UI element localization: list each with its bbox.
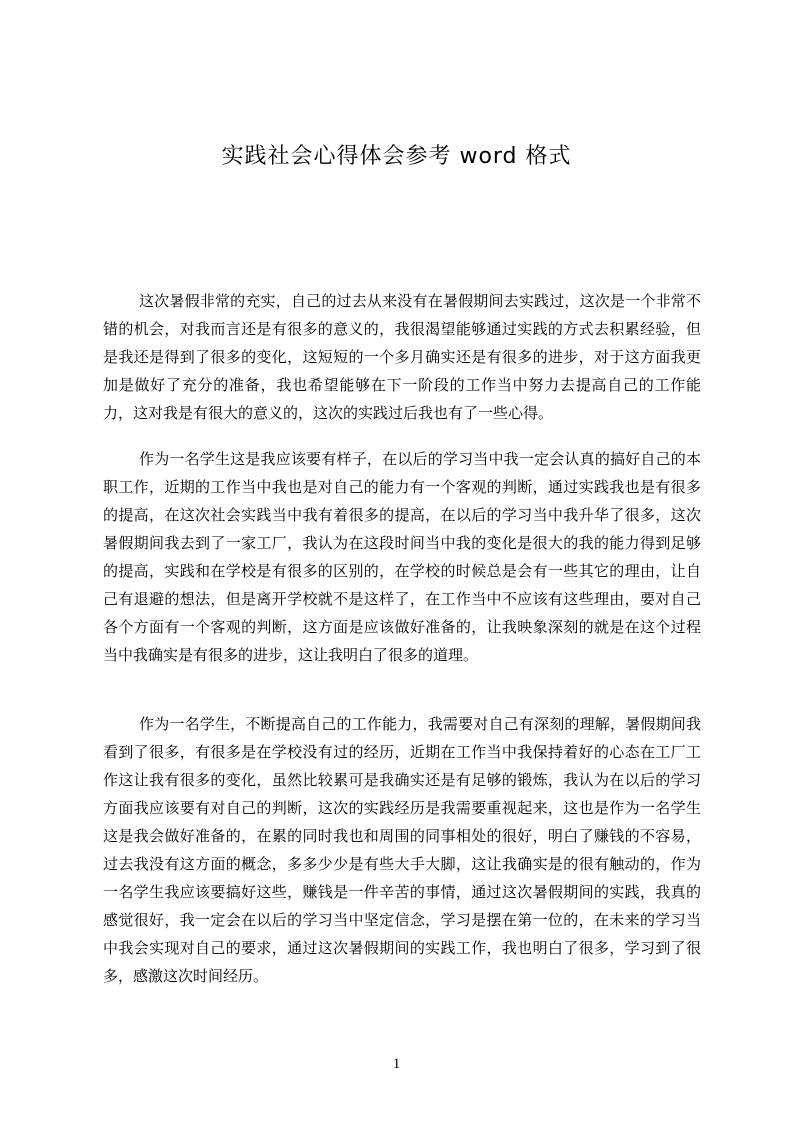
paragraph-3: 作为一名学生，不断提高自己的工作能力，我需要对自己有深刻的理解，暑假期间我看到了很多，有很多是在学校没有过的经历，近期在工作当中我保持着好的心态在工厂工作这让我有很多的变化，虽然比较累可是我确实还是有足够的锻炼，我认为在以后的学习方面我应该要有对自己的判断，这次的实践经历是我需要重视起来，这也是作为一名学生这是我会做好准备的，在累的同时我也和周围的同事相处的很好，明白了赚钱的不容易，过去我没有这方面的概念，多多少少是有些大手大脚，这让我确实是的很有触动的，作为一名学生我应该要搞好这些，赚钱是一件辛苦的事情，通过这次暑假期间的实践，我真的感觉很好，我一定会在以后的学习当中坚定信念，学习是摆在第一位的，在未来的学习当中我会实现对自己的要求，通过这次暑假期间的实践工作，我也明白了很多，学习到了很多，感激这次时间经历。 <box>103 715 701 985</box>
page-number: 1 <box>392 1056 401 1072</box>
document-title: 实践社会心得体会参考 word 格式 <box>221 144 572 169</box>
paragraph-2: 作为一名学生这是我应该要有样子，在以后的学习当中我一定会认真的搞好自己的本职工作，近期的工作当中我也是对自己的能力有一个客观的判断，通过实践我也是有很多的提高，在这次社会实践当中我有着很多的提高，在以后的学习当中我升华了很多，这次暑假期间我去到了一家工厂，我认为在这段时间当中我的变化是很大的我的能力得到足够的提高，实践和在学校是有很多的区别的，在学校的时候总是会有一些其它的理由，让自己有退避的想法，但是离开学校就不是这样了，在工作当中不应该有这些理由，要对自己各个方面有一个客观的判断，这方面是应该做好准备的，让我映象深刻的就是在这个过程当中我确实是有很多的进步，这让我明白了很多的道理。 <box>103 450 701 664</box>
paragraph-1: 这次暑假非常的充实，自己的过去从来没有在暑假期间去实践过，这次是一个非常不错的机会，对我而言还是有很多的意义的，我很渴望能够通过实践的方式去积累经验，但是我还是得到了很多的变化，这短短的一个多月确实还是有很多的进步，对于这方面我更加是做好了充分的准备，我也希望能够在下一阶段的工作当中努力去提高自己的工作能力，这对我是有很大的意义的，这次的实践过后我也有了一些心得。 <box>103 292 701 422</box>
